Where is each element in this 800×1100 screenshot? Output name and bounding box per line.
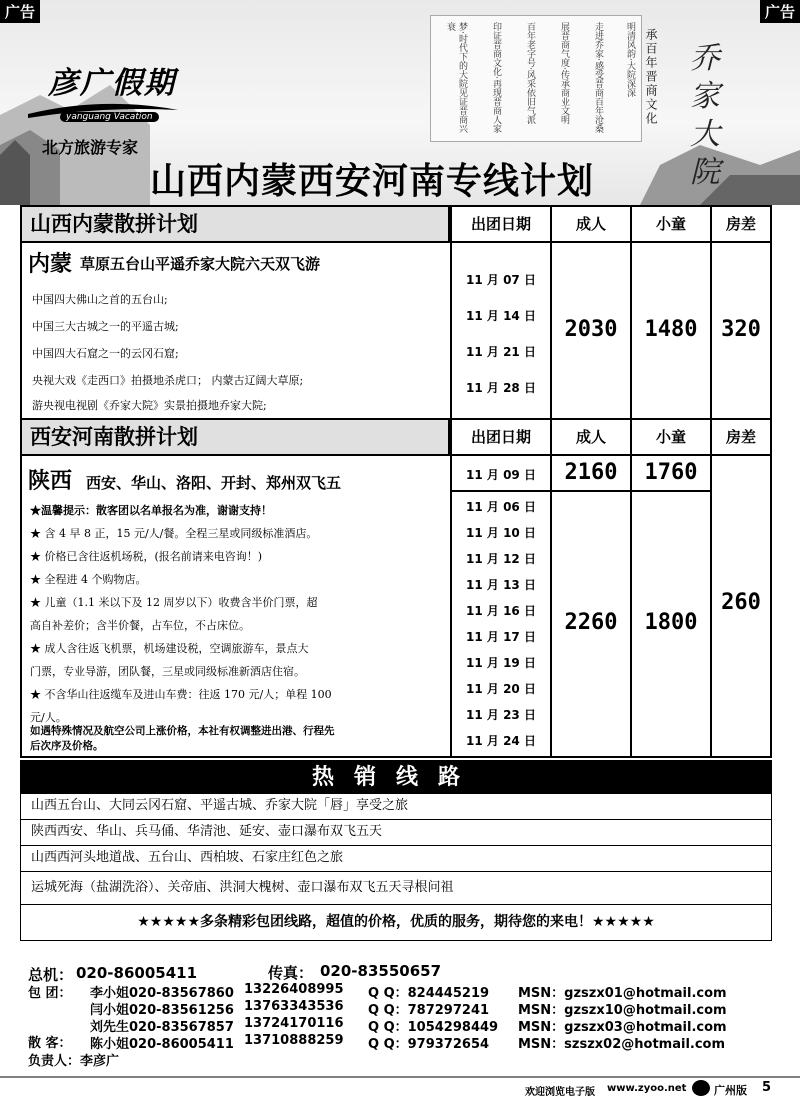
poem-column: 梦·时代下的大院见证晋商兴衰 [445, 22, 467, 133]
page-footer [0, 1075, 800, 1100]
col-header-adult: 成人 [550, 207, 630, 243]
divider [630, 456, 632, 756]
contact-mobile: 13763343536 [244, 999, 344, 1014]
note-item: ★ 全程进 4 个购物店。 [30, 573, 147, 586]
route-prefix: 陕西 [28, 468, 73, 494]
fax-number: 020-83550657 [320, 962, 442, 980]
price-adult: 2160 [564, 460, 618, 485]
col-header-child: 小童 [630, 420, 710, 456]
brand-vertical: 乔家大院 [690, 41, 720, 190]
hot-route-item: 山西西河头地道战、五台山、西柏坡、石家庄红色之旅 [20, 846, 772, 872]
hot-route-item: 陕西西安、华山、兵马俑、华清池、延安、壶口瀑布双飞五天 [20, 820, 772, 846]
retail-label: 散 客： [28, 1036, 72, 1051]
price-child: 1800 [644, 610, 698, 635]
note-item: 后次序及价格。 [30, 740, 104, 752]
section-title: 西安河南散拼计划 [22, 420, 450, 456]
contact-name: 李小姐020-83567860 [90, 986, 234, 1001]
hot-route-item: 运城死海（盐湖洗浴）、关帝庙、洪洞大槐树、壶口瀑布双飞五天寻根问祖 [20, 872, 772, 905]
hot-route-item: 山西五台山、大同云冈石窟、平遥古城、乔家大院「唇」享受之旅 [20, 794, 772, 820]
page-title: 山西内蒙西安河南专线计划 [150, 160, 595, 202]
note-item: ★ 不含华山往返缆车及进山车费：往返 170 元/人；单程 100 [30, 688, 332, 701]
col-header-adult: 成人 [550, 420, 630, 456]
price-child: 1760 [644, 460, 698, 485]
logo-badge-icon [692, 1080, 710, 1096]
note-item: ★ 成人含往返飞机票，机场建设税，空调旅游车，景点大 [30, 642, 309, 655]
hot-routes-title: 热销线路 [20, 760, 772, 794]
poem-column: 明清风韵·大院深深 [625, 22, 635, 97]
contact-mobile: 13226408995 [244, 982, 344, 997]
group-label: 包 团： [28, 986, 72, 1001]
contact-name: 刘先生020-83567857 [90, 1020, 234, 1035]
fax-label: 传真： [268, 964, 314, 982]
note-item: 门票，专业导游，团队餐，三星或同级标准新酒店住宿。 [30, 665, 305, 678]
note-item: ★ 价格已含往返机场税，(报名前请来电咨询！) [30, 550, 263, 563]
poem-column: 展晋商气度·传承商业文明 [559, 22, 569, 124]
highlight-item: 央视大戏《走西口》拍摄地杀虎口； 内蒙古辽阔大草原; [32, 374, 304, 387]
table-shanxi-neimeng [20, 205, 772, 420]
route-title: 草原五台山平遥乔家大院六天双飞游 [80, 255, 321, 273]
price-child: 1480 [644, 317, 698, 342]
logo-name: 彦广假期 [48, 66, 176, 101]
contact-name: 陈小姐020-86005411 [90, 1037, 234, 1052]
note-item: ★温馨提示：散客团以名单报名为准，谢谢支持！ [30, 504, 272, 517]
note-item: ★ 儿童（1.1 米以下及 12 周岁以下）收费含半价门票，超 [30, 596, 318, 609]
col-header-dates: 出团日期 [450, 207, 550, 243]
ad-label-right: 广告 [760, 0, 800, 23]
col-header-dates: 出团日期 [450, 420, 550, 456]
tagline: 北方旅游专家 [42, 138, 139, 157]
contact-mobile: 13710888259 [244, 1033, 344, 1048]
departure-date: 11 月 12 日 [466, 552, 536, 566]
price-adult: 2260 [564, 610, 618, 635]
footer-site-link[interactable]: www.zyoo.net [607, 1083, 687, 1094]
price-adult: 2030 [564, 317, 618, 342]
price-room: 260 [721, 590, 761, 615]
route-prefix: 内蒙 [28, 251, 73, 277]
table-xian-henan [20, 418, 772, 758]
contact-msn: MSN：szszx02@hotmail.com [518, 1037, 726, 1052]
header-banner [0, 0, 800, 205]
section-title: 山西内蒙散拼计划 [22, 207, 450, 243]
logo-subtitle: yanguang Vacation [60, 112, 159, 122]
departure-date: 11 月 07 日 [466, 273, 536, 287]
divider [550, 456, 552, 756]
col-header-child: 小童 [630, 207, 710, 243]
contact-qq: Q Q：979372654 [368, 1037, 490, 1052]
poem-column: 印证晋商文化·再现晋商人家 [491, 22, 501, 133]
highlight-item: 中国四大石窟之一的云冈石窟; [32, 347, 179, 360]
departure-date: 11 月 21 日 [466, 345, 536, 359]
contact-msn: MSN：gzszx01@hotmail.com [518, 986, 727, 1001]
contact-mobile: 13724170116 [244, 1016, 344, 1031]
departure-date: 11 月 28 日 [466, 381, 536, 395]
departure-date: 11 月 06 日 [466, 500, 536, 514]
footer-edition: 广州版 [714, 1084, 747, 1097]
contact-name: 闫小姐020-83561256 [90, 1003, 234, 1018]
contact-qq: Q Q：787297241 [368, 1003, 490, 1018]
divider [450, 490, 710, 492]
departure-date: 11 月 14 日 [466, 309, 536, 323]
route-title: 西安、华山、洛阳、开封、郑州双飞五 [86, 474, 342, 492]
contact-qq: Q Q：1054298449 [368, 1020, 499, 1035]
col-header-room: 房差 [710, 420, 770, 456]
highlight-item: 中国三大古城之一的平遥古城; [32, 320, 179, 333]
poem-column: 走进乔家·感受晋商百年沧桑 [593, 22, 603, 133]
departure-date: 11 月 13 日 [466, 578, 536, 592]
manager-name: 李彦广 [80, 1054, 120, 1069]
departure-date: 11 月 17 日 [466, 630, 536, 644]
footer-welcome: 欢迎浏览电子版 [525, 1087, 595, 1098]
departure-date: 11 月 19 日 [466, 656, 536, 670]
departure-date: 11 月 16 日 [466, 604, 536, 618]
poem-column: 百年老字号·风采依旧气派 [525, 22, 535, 124]
contact-msn: MSN：gzszx03@hotmail.com [518, 1020, 727, 1035]
departure-date: 11 月 10 日 [466, 526, 536, 540]
price-room: 320 [721, 317, 761, 342]
promo-slogan: ★★★★★多条精彩包团线路，超值的价格，优质的服务，期待您的来电！★★★★★ [20, 905, 772, 941]
note-item: ★ 含 4 早 8 正，15 元/人/餐。全程三星或同级标准酒店。 [30, 527, 318, 540]
note-item: 元/人。 [30, 711, 67, 724]
contact-qq: Q Q：824445219 [368, 986, 490, 1001]
note-item: 高自补差价；含半价餐，占车位，不占床位。 [30, 619, 250, 632]
highlight-item: 游央视电视剧《乔家大院》实景拍摄地乔家大院; [32, 399, 267, 412]
departure-date: 11 月 24 日 [466, 734, 536, 748]
departure-date: 11 月 20 日 [466, 682, 536, 696]
ad-label-left: 广告 [0, 0, 40, 23]
contact-msn: MSN：gzszx10@hotmail.com [518, 1003, 727, 1018]
page-number: 5 [762, 1080, 772, 1095]
highlight-item: 中国四大佛山之首的五台山; [32, 293, 168, 306]
note-item: 如遇特殊情况及航空公司上涨价格，本社有权调整进出港、行程先 [30, 725, 335, 737]
manager-label: 负责人： [28, 1054, 81, 1069]
departure-date: 11 月 09 日 [466, 468, 536, 482]
col-header-room: 房差 [710, 207, 770, 243]
main-phone: 020-86005411 [76, 964, 198, 982]
side-slogan: 承百年晋商文化 [644, 28, 658, 126]
main-phone-label: 总机： [28, 966, 74, 984]
departure-date: 11 月 23 日 [466, 708, 536, 722]
